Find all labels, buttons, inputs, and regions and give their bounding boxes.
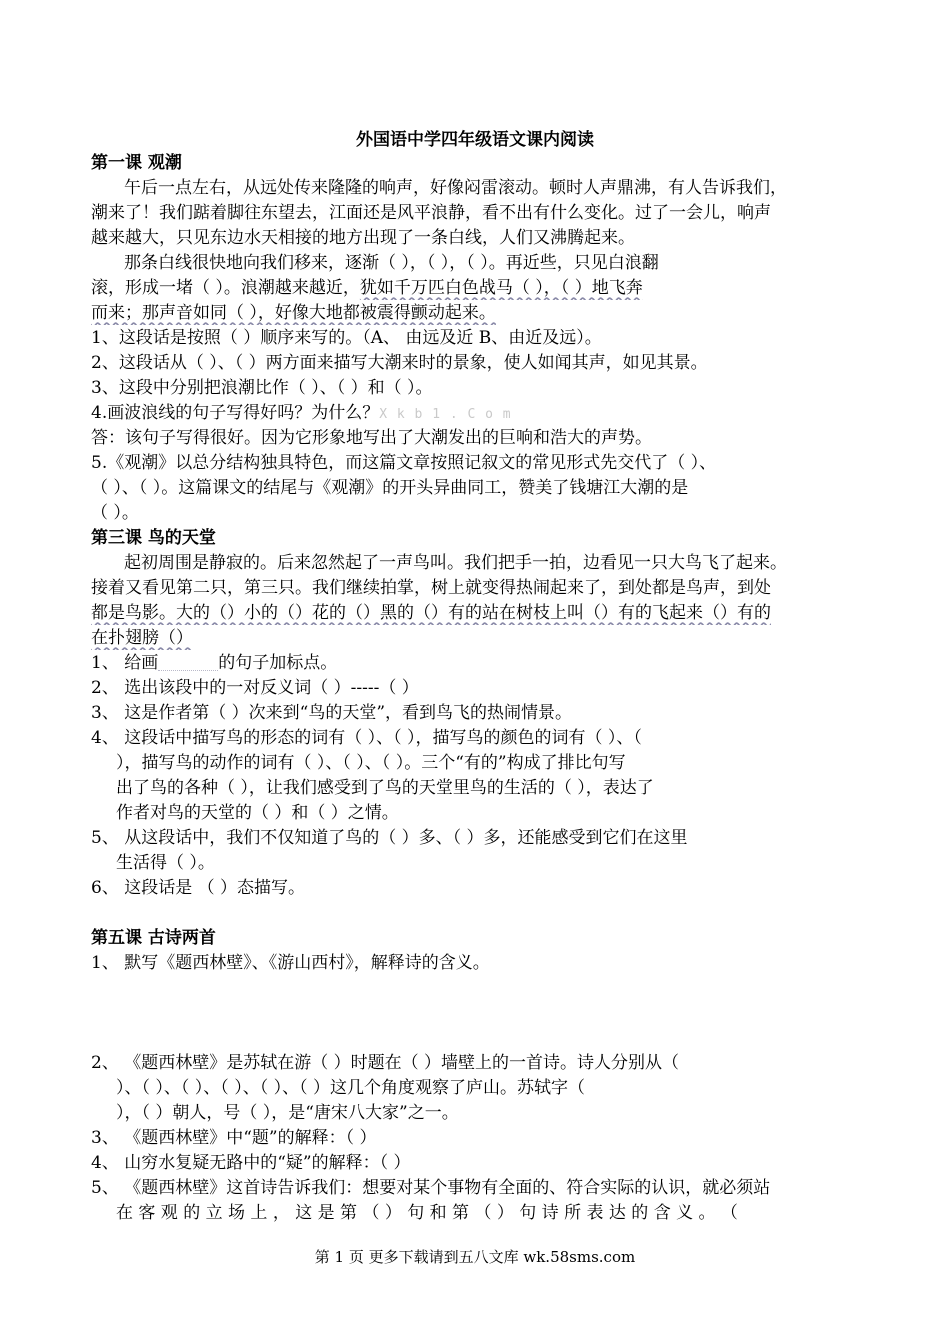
- lesson1-wavy-sentence-part1: 犹如千万匹白色战马（ ），（ ）地飞奔: [359, 278, 643, 298]
- watermark-text: X k b 1 . C o m: [379, 407, 512, 422]
- document-title: 外国语中学四年级语文课内阅读: [356, 130, 594, 150]
- lesson1-wavy-sentence-part2: 而来；那声音如同（ ），好像大地都被震得颤动起来。: [91, 303, 496, 323]
- lesson3-question-5-line1: 5、 从这段话中，我们不仅知道了鸟的（ ）多、（ ）多，还能感受到它们在这里: [91, 828, 688, 848]
- lesson3-wavy-sentence-part2: 在扑翅膀（）: [91, 628, 193, 648]
- lesson5-question-4: 4、 山穷水复疑无路中的“疑”的解释：（ ）: [91, 1153, 411, 1173]
- lesson3-para-line4: [91, 626, 862, 650]
- lesson1-para2-line2-plain: 滚，形成一堵（ ）。浪潮越来越近，: [91, 278, 360, 298]
- lesson3-question-1-before: 1、 给画: [91, 653, 159, 673]
- lesson3-question-4-line3: 出了鸟的各种（ ），让我们感受到了鸟的天堂里鸟的生活的（ ），表达了: [116, 778, 654, 798]
- lesson5-question-2-line1: 2、 《题西林壁》是苏轼在游（ ）时题在（ ）墙壁上的一首诗。诗人分别从（: [91, 1053, 680, 1073]
- lesson5-question-3: 3、 《题西林壁》中“题”的解释：（ ）: [91, 1128, 377, 1148]
- lesson3-question-6: 6、 这段话是 （ ）态描写。: [91, 878, 306, 898]
- lesson5-question-1: 1、 默写《题西林壁》、《游山西村》，解释诗的含义。: [91, 953, 490, 973]
- lesson3-question-3: 3、 这是作者第（ ）次来到“鸟的天堂”，看到鸟飞的热闹情景。: [91, 703, 573, 723]
- wavy-line-sample: [158, 656, 218, 671]
- lesson1-question-4-text: 4.画波浪线的句子写得好吗？为什么？: [91, 403, 380, 423]
- lesson3-question-4-line4: 作者对鸟的天堂的（ ）和（ ）之情。: [116, 803, 399, 823]
- lesson3-para-line2: 接着又看见第二只，第三只。我们继续拍掌，树上就变得热闹起来了，到处都是鸟声，到处: [91, 578, 771, 598]
- lesson1-question-5-line3: （ ）。: [91, 503, 139, 523]
- lesson5-question-2-line3: ），（ ）朝人，号（ ），是“唐宋八大家”之一。: [116, 1103, 459, 1123]
- lesson3-para-line1: 起初周围是静寂的。后来忽然起了一声鸟叫。我们把手一拍，边看见一只大鸟飞了起来。: [124, 553, 787, 573]
- lesson3-question-2: 2、 选出该段中的一对反义词（ ）-----（ ）: [91, 678, 419, 698]
- lesson3-question-1-after: 的句子加标点。: [218, 653, 338, 673]
- lesson1-question-4: [91, 401, 862, 427]
- lesson3-question-5-line2: 生活得（ ）。: [116, 853, 215, 873]
- lesson1-para1-line3: 越来越大，只见东边水天相接的地方出现了一条白线，人们又沸腾起来。: [91, 228, 635, 248]
- lesson3-heading: 第三课 鸟的天堂: [91, 528, 216, 548]
- lesson1-para1-line1: 午后一点左右，从远处传来隆隆的响声，好像闷雷滚动。顿时人声鼎沸，有人告诉我们，: [124, 178, 787, 198]
- lesson5-question-2-line2: ）、（ ）、（ ）、（ ）、（ ）、（ ）这几个角度观察了庐山。苏轼字（: [116, 1078, 586, 1098]
- lesson1-para2-line3: [91, 301, 862, 325]
- lesson5-question-5-line2: 在 客 观 的 立 场 上 ， 这 是 第 （ ） 句 和 第 （ ） 句 诗 所 表 达 的 含 义 。 （: [116, 1203, 738, 1223]
- lesson1-question-5-line2: （ ）、（ ）。这篇课文的结尾与《观潮》的开头异曲同工，赞美了钱塘江大潮的是: [91, 478, 689, 498]
- lesson1-question-2: 2、这段话从（ ）、（ ）两方面来描写大潮来时的景象，使人如闻其声，如见其景。: [91, 353, 708, 373]
- lesson1-question-3: 3、这段中分别把浪潮比作（ ）、（ ）和（ ）。: [91, 378, 433, 398]
- lesson1-question-5-line1: 5.《观潮》以总分结构独具特色，而这篇文章按照记叙文的常见形式先交代了（ ）、: [91, 453, 717, 473]
- lesson1-para1-line2: 潮来了！我们踮着脚往东望去，江面还是风平浪静，看不出有什么变化。过了一会儿，响声: [91, 203, 771, 223]
- lesson5-question-5-line1: 5、 《题西林壁》这首诗告诉我们：想要对某个事物有全面的、符合实际的认识，就必须站: [91, 1178, 771, 1198]
- lesson1-heading: 第一课 观潮: [91, 153, 182, 173]
- lesson3-question-1: [91, 651, 862, 675]
- lesson3-wavy-sentence-part1: 都是鸟影。大的（）小的（）花的（）黑的（）有的站在树枝上叫（）有的飞起来（）有的: [91, 603, 771, 623]
- lesson3-question-4-line2: ），描写鸟的动作的词有（ ）、（ ）、（ ）。三个“有的”构成了排比句写: [116, 753, 626, 773]
- lesson3-question-4-line1: 4、 这段话中描写鸟的形态的词有（ ）、（ ），描写鸟的颜色的词有（ ）、（: [91, 728, 642, 748]
- lesson1-question-1: 1、这段话是按照（ ）顺序来写的。（A、 由远及近 B、由近及远）。: [91, 328, 602, 348]
- lesson3-para-line3: [91, 601, 862, 625]
- lesson1-para2-line2: [91, 276, 862, 300]
- lesson1-answer: 答：该句子写得很好。因为它形象地写出了大潮发出的巨响和浩大的声势。: [91, 428, 652, 448]
- page-footer: 第 1 页 更多下载请到五八文库 wk.58sms.com: [314, 1248, 636, 1266]
- lesson5-heading: 第五课 古诗两首: [91, 928, 216, 948]
- lesson1-para2-line1: 那条白线很快地向我们移来，逐渐（ ），（ ），（ ）。再近些，只见白浪翻: [124, 253, 659, 273]
